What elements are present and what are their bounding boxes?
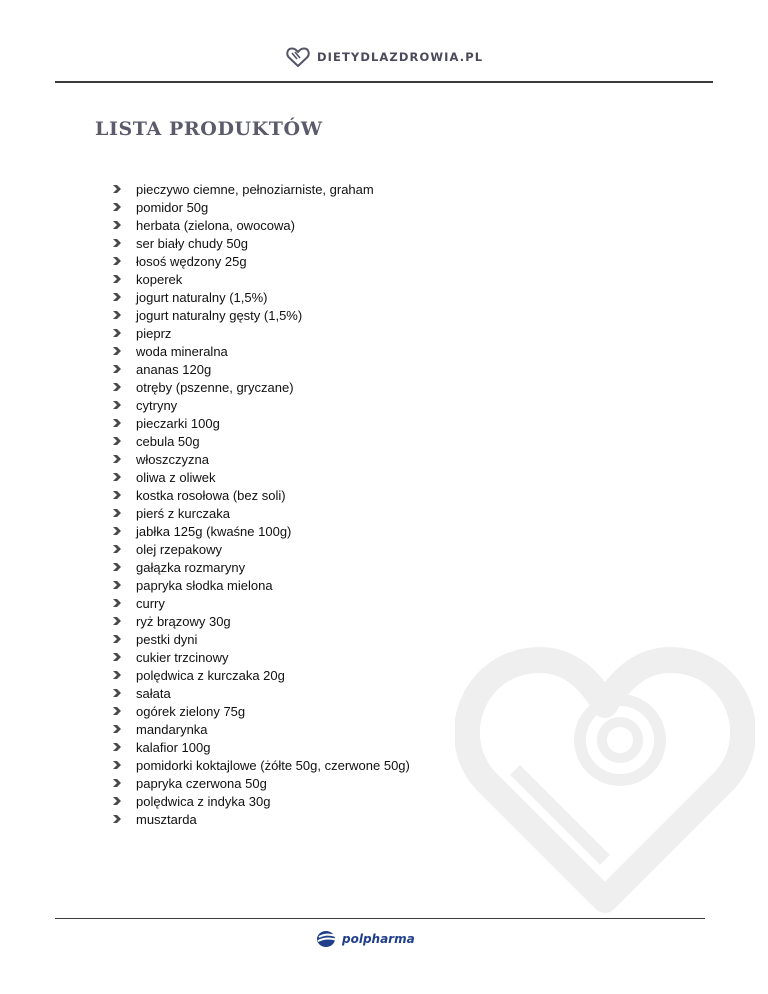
sponsor-logo — [316, 930, 415, 948]
list-item — [112, 468, 410, 486]
page-title: LISTA PRODUKTÓW — [95, 118, 323, 140]
list-item-label: ananas 120g — [136, 361, 212, 377]
arrow-bullet-icon — [112, 292, 122, 302]
arrow-bullet-icon — [112, 238, 122, 248]
list-item-label: pierś z kurczaka — [136, 505, 230, 521]
list-item — [112, 810, 410, 828]
brand-logo-text: DIETYDLAZDROWIA.PL — [317, 50, 484, 64]
list-item-label: pomidor 50g — [136, 199, 209, 215]
list-item — [112, 324, 410, 342]
page-header — [0, 44, 768, 74]
list-item-label: musztarda — [136, 811, 197, 827]
arrow-bullet-icon — [112, 580, 122, 590]
arrow-bullet-icon — [112, 508, 122, 518]
list-item — [112, 630, 410, 648]
list-item-label: pieczarki 100g — [136, 415, 220, 431]
arrow-bullet-icon — [112, 598, 122, 608]
list-item-label: pieczywo ciemne, pełnoziarniste, graham — [136, 181, 374, 197]
arrow-bullet-icon — [112, 436, 122, 446]
list-item-label: papryka czerwona 50g — [136, 775, 267, 791]
list-item — [112, 306, 410, 324]
list-item — [112, 720, 410, 738]
list-item — [112, 612, 410, 630]
arrow-bullet-icon — [112, 364, 122, 374]
list-item — [112, 432, 410, 450]
arrow-bullet-icon — [112, 400, 122, 410]
list-item-label: jogurt naturalny (1,5%) — [136, 289, 268, 305]
list-item — [112, 396, 410, 414]
list-item-label: kalafior 100g — [136, 739, 211, 755]
list-item — [112, 792, 410, 810]
footer-divider — [55, 918, 705, 919]
list-item-label: polędwica z kurczaka 20g — [136, 667, 285, 683]
list-item-label: mandarynka — [136, 721, 208, 737]
arrow-bullet-icon — [112, 526, 122, 536]
arrow-bullet-icon — [112, 454, 122, 464]
arrow-bullet-icon — [112, 544, 122, 554]
heart-watermark-icon — [455, 620, 755, 920]
brand-logo — [285, 44, 483, 70]
arrow-bullet-icon — [112, 796, 122, 806]
list-item-label: łosoś wędzony 25g — [136, 253, 247, 269]
list-item — [112, 216, 410, 234]
arrow-bullet-icon — [112, 202, 122, 212]
arrow-bullet-icon — [112, 256, 122, 266]
list-item — [112, 774, 410, 792]
list-item-label: sałata — [136, 685, 171, 701]
list-item-label: pestki dyni — [136, 631, 198, 647]
arrow-bullet-icon — [112, 328, 122, 338]
list-item-label: koperek — [136, 271, 183, 287]
list-item — [112, 756, 410, 774]
arrow-bullet-icon — [112, 220, 122, 230]
arrow-bullet-icon — [112, 742, 122, 752]
list-item-label: otręby (pszenne, gryczane) — [136, 379, 294, 395]
list-item-label: ryż brązowy 30g — [136, 613, 231, 629]
list-item — [112, 558, 410, 576]
list-item — [112, 180, 410, 198]
list-item — [112, 414, 410, 432]
arrow-bullet-icon — [112, 274, 122, 284]
list-item — [112, 504, 410, 522]
arrow-bullet-icon — [112, 760, 122, 770]
list-item-label: włoszczyzna — [136, 451, 209, 467]
list-item — [112, 342, 410, 360]
list-item-label: jabłka 125g (kwaśne 100g) — [136, 523, 292, 539]
list-item — [112, 252, 410, 270]
arrow-bullet-icon — [112, 724, 122, 734]
list-item-label: jogurt naturalny gęsty (1,5%) — [136, 307, 303, 323]
arrow-bullet-icon — [112, 184, 122, 194]
list-item — [112, 702, 410, 720]
polpharma-globe-icon — [316, 930, 338, 948]
arrow-bullet-icon — [112, 418, 122, 428]
list-item — [112, 666, 410, 684]
list-item — [112, 576, 410, 594]
list-item — [112, 738, 410, 756]
list-item — [112, 378, 410, 396]
arrow-bullet-icon — [112, 814, 122, 824]
list-item-label: olej rzepakowy — [136, 541, 222, 557]
list-item-label: gałązka rozmaryny — [136, 559, 246, 575]
list-item — [112, 234, 410, 252]
list-item — [112, 270, 410, 288]
arrow-bullet-icon — [112, 778, 122, 788]
list-item-label: cytryny — [136, 397, 178, 413]
arrow-bullet-icon — [112, 634, 122, 644]
list-item-label: ogórek zielony 75g — [136, 703, 246, 719]
list-item — [112, 648, 410, 666]
arrow-bullet-icon — [112, 706, 122, 716]
list-item — [112, 594, 410, 612]
list-item-label: pieprz — [136, 325, 172, 341]
list-item-label: curry — [136, 595, 165, 611]
list-item-label: woda mineralna — [136, 343, 228, 359]
product-list — [112, 180, 410, 828]
arrow-bullet-icon — [112, 310, 122, 320]
arrow-bullet-icon — [112, 562, 122, 572]
arrow-bullet-icon — [112, 670, 122, 680]
list-item-label: oliwa z oliwek — [136, 469, 216, 485]
list-item — [112, 198, 410, 216]
list-item — [112, 522, 410, 540]
list-item-label: ser biały chudy 50g — [136, 235, 249, 251]
arrow-bullet-icon — [112, 472, 122, 482]
list-item — [112, 288, 410, 306]
arrow-bullet-icon — [112, 346, 122, 356]
heart-outline-icon — [285, 44, 311, 70]
list-item — [112, 486, 410, 504]
list-item-label: pomidorki koktajlowe (żółte 50g, czerwone 50g) — [136, 757, 410, 773]
list-item-label: herbata (zielona, owocowa) — [136, 217, 295, 233]
list-item-label: polędwica z indyka 30g — [136, 793, 271, 809]
list-item-label: papryka słodka mielona — [136, 577, 273, 593]
list-item — [112, 360, 410, 378]
sponsor-logo-text: polpharma — [342, 932, 415, 946]
arrow-bullet-icon — [112, 652, 122, 662]
list-item — [112, 450, 410, 468]
arrow-bullet-icon — [112, 688, 122, 698]
list-item-label: cebula 50g — [136, 433, 200, 449]
arrow-bullet-icon — [112, 616, 122, 626]
list-item — [112, 540, 410, 558]
arrow-bullet-icon — [112, 382, 122, 392]
arrow-bullet-icon — [112, 490, 122, 500]
list-item-label: cukier trzcinowy — [136, 649, 229, 665]
list-item — [112, 684, 410, 702]
list-item-label: kostka rosołowa (bez soli) — [136, 487, 286, 503]
header-divider — [55, 81, 713, 83]
